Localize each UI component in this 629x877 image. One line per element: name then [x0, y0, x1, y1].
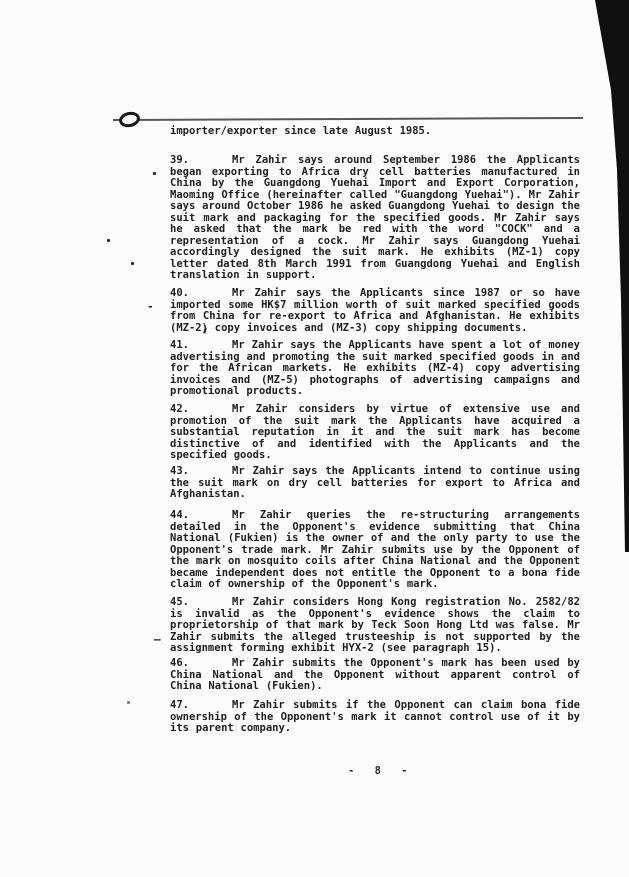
paragraph-intro — [170, 126, 580, 138]
paragraph-number: 41. — [170, 339, 189, 351]
paragraph-number: 40. — [170, 287, 189, 299]
paragraph-number: 44. — [170, 509, 189, 521]
margin-dash-annotation: — — [154, 633, 161, 646]
paragraph-42 — [170, 404, 580, 462]
paragraph-text: Mr Zahir says around September 1986 the Applicants began exporting to Africa dry cell batteries manufactured in China by the Guangdong Yuehai Import and Export Corporation, Maoming Office (hereinafter called "Guangdong Yuehai"). Mr Zahir says around October 1986 he asked Guangdong Yuehai to design the suit mark and packaging for the specified goods. Mr Zahir says he asked that the mark be red with the word "COCK" and a representation of a cock. Mr Zahir says Guangdong Yuehai accordingly designed the suit mark. He exhibits (MZ-1) copy letter dated 8th March 1991 from Guangdong Yuehai and English translation in support. — [170, 154, 580, 281]
scan-speck — [107, 239, 110, 242]
paragraph-number: 42. — [170, 403, 189, 415]
paragraph-46 — [170, 658, 580, 693]
paragraph-44 — [170, 510, 580, 591]
margin-dash-annotation: - — [147, 300, 154, 313]
paragraph-41 — [170, 340, 580, 398]
paragraph-40 — [170, 288, 580, 334]
page-number: - 8 - — [348, 765, 408, 777]
paragraph-number: 47. — [170, 699, 189, 711]
paragraph-text: Mr Zahir considers by virtue of extensive use and promotion of the suit mark the Applicants have acquired a substantial reputation in it and the suit mark has become distinctive of and identified with the Applicants and the specified goods. — [170, 403, 580, 461]
scan-speck — [131, 262, 134, 265]
paragraph-text: Mr Zahir says the Applicants have spent a lot of money advertising and promoting the suit marked specified goods in and for the African markets. He exhibits (MZ-4) copy advertising invoices and (MZ-5) photographs of advertising campaigns and promotional products. — [170, 339, 580, 397]
paragraph-39 — [170, 155, 580, 282]
paragraph-number: 46. — [170, 657, 189, 669]
paragraph-text: Mr Zahir says the Applicants intend to continue using the suit mark on dry cell batteries for export to Africa and Afghanistan. — [170, 465, 580, 500]
paragraph-45 — [170, 597, 580, 655]
paragraph-text: Mr Zahir submits the Opponent's mark has been used by China National and the Opponent without apparent control of China National (Fukien). — [170, 657, 580, 692]
scan-speck — [127, 701, 130, 704]
paragraph-43 — [170, 466, 580, 501]
paragraph-number: 39. — [170, 154, 189, 166]
scan-speck — [153, 172, 156, 175]
paragraph-47 — [170, 700, 580, 735]
paragraph-number: 43. — [170, 465, 189, 477]
scan-edge-line — [113, 117, 583, 121]
paragraph-text: Mr Zahir says the Applicants since 1987 or so have imported some HK$7 million worth of suit marked specified goods from China for re-export to Africa and Afghanistan. He exhibits (MZ-2) copy invoices and (MZ-3) copy shipping documents. — [170, 287, 580, 334]
paragraph-text: Mr Zahir queries the re-structuring arrangements detailed in the Opponent's evidence submitting that China National (Fukien) is the owner of and the only party to use the Opponent's trade mark. Mr Zahir submits use by the Opponent of the mark on mosquito coils after China National and the Opponent became independent does not entitle the Opponent to a bona fide claim of ownership of the Opponent's mark. — [170, 509, 580, 590]
paragraph-number: 45. — [170, 596, 189, 608]
paragraph-text: importer/exporter since late August 1985. — [170, 125, 432, 137]
scan-smudge-mark — [118, 110, 142, 129]
paragraph-text: Mr Zahir submits if the Opponent can claim bona fide ownership of the Opponent's mark it cannot control use of it by its parent company. — [170, 699, 580, 734]
paragraph-text: Mr Zahir considers Hong Kong registration No. 2582/82 is invalid as the Opponent's evidence shows the claim to proprietorship of that mark by Teck Soon Hong Ltd was false. Mr Zahir submits the alleged trusteeship is not supported by the assignment forming exhibit HYX-2 (see paragraph 15). — [170, 596, 580, 654]
